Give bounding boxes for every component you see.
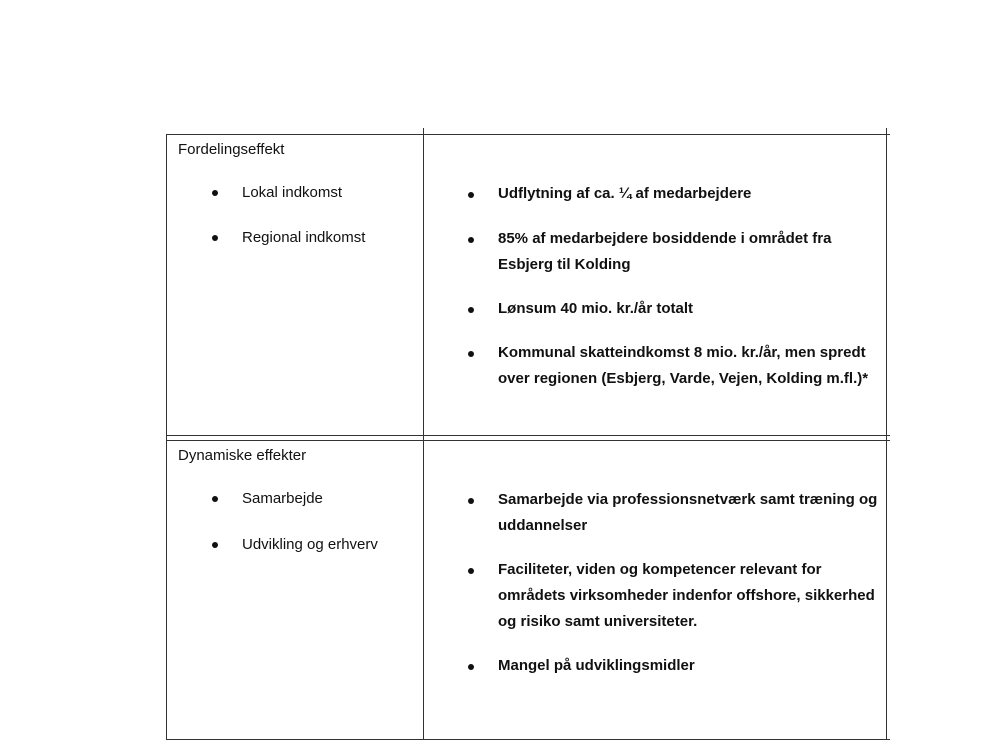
list-item-text: Regional indkomst xyxy=(242,229,366,246)
list-item-text: Faciliteter, viden og kompetencer relevant for områdets virksomheder indenfor offshore, sikkerhed og risiko samt universiteter. xyxy=(498,561,875,630)
row-2-title: Dynamiske effekter xyxy=(178,447,307,464)
bullet-icon xyxy=(468,351,474,357)
row-1-title: Fordelingseffekt xyxy=(178,141,285,158)
bullet-icon xyxy=(468,664,474,670)
list-item-text: Kommunal skatteindkomst 8 mio. kr./år, men spredt over regionen (Esbjerg, Varde, Vejen, Kolding m.fl.)* xyxy=(498,344,869,387)
bullet-icon xyxy=(468,192,474,198)
bullet-icon xyxy=(468,237,474,243)
bullet-icon xyxy=(212,190,218,196)
bullet-icon xyxy=(468,307,474,313)
bullet-icon xyxy=(212,235,218,241)
list-item-text: Udvikling og erhverv xyxy=(242,536,378,553)
row-divider-upper xyxy=(166,435,890,436)
list-item-text: Samarbejde via professionsnetværk samt træning og uddannelser xyxy=(498,491,878,534)
table-bottom-border xyxy=(166,739,890,740)
bullet-icon xyxy=(212,542,218,548)
bullet-icon xyxy=(468,568,474,574)
list-item-text: Udflytning af ca. ¼ af medarbejdere xyxy=(498,185,752,202)
list-item-text: Mangel på udviklingsmidler xyxy=(498,657,695,674)
table-row-dynamiske-effekter xyxy=(166,441,886,739)
table-right-border xyxy=(886,128,887,740)
table-row-fordelingseffekt xyxy=(166,135,886,435)
list-item-text: 85% af medarbejdere bosiddende i området fra Esbjerg til Kolding xyxy=(498,230,832,273)
list-item-text: Samarbejde xyxy=(242,490,323,507)
bullet-icon xyxy=(468,498,474,504)
bullet-icon xyxy=(212,496,218,502)
list-item-text: Lønsum 40 mio. kr./år totalt xyxy=(498,300,694,317)
list-item-text: Lokal indkomst xyxy=(242,184,343,201)
